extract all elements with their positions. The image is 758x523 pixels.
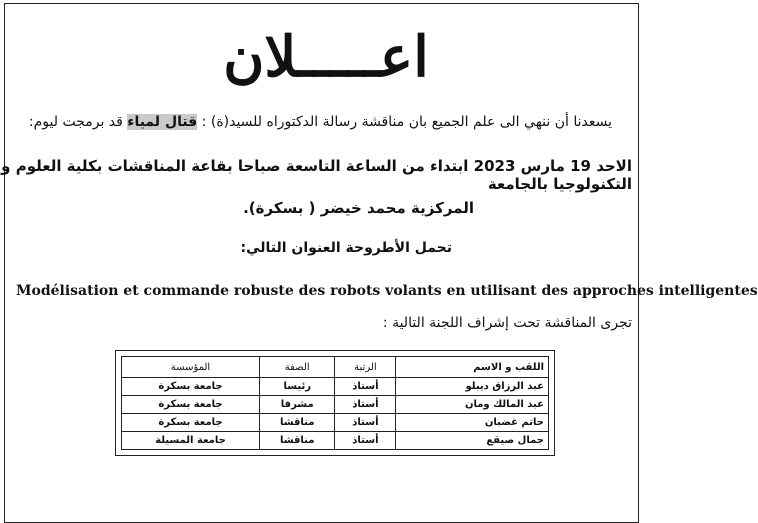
member-institution: جامعة بسكرة: [122, 378, 260, 396]
candidate-name: قتال لمياء: [127, 114, 198, 130]
table-row: [122, 378, 549, 396]
member-rank: أستاذ: [335, 414, 396, 432]
committee-table: [121, 356, 549, 450]
table-row: [122, 432, 549, 450]
intro-text-end: قد برمجت ليوم:: [28, 114, 128, 130]
member-name: حاتم غضبان: [396, 414, 549, 432]
member-institution: جامعة بسكرة: [122, 396, 260, 414]
member-role: مشرفا: [260, 396, 335, 414]
member-role: مناقشا: [260, 414, 335, 432]
member-rank: أستاذ: [335, 432, 396, 450]
member-role: رئيسا: [260, 378, 335, 396]
member-rank: أستاذ: [335, 378, 396, 396]
intro-paragraph: [29, 114, 612, 130]
header-institution: المؤسسة: [122, 357, 260, 378]
intro-text-start: يسعدنا أن ننهي الى علم الجميع بان مناقشة رسالة الدكتوراه للسيد(ة) :: [197, 114, 612, 130]
member-name: جمال صيقع: [396, 432, 549, 450]
member-rank: أستاذ: [335, 396, 396, 414]
university-line: المركزية محمد خيضر ( بسكرة).: [243, 199, 474, 217]
member-role: مناقشا: [260, 432, 335, 450]
member-institution: جامعة المسيلة: [122, 432, 260, 450]
committee-table-frame: [115, 350, 555, 456]
table-header-row: [122, 357, 549, 378]
committee-intro: تجرى المناقشة تحت إشراف اللجنة التالية :: [382, 315, 632, 331]
header-role: الصفة: [260, 357, 335, 378]
announcement-title: اعـــــلان: [223, 24, 429, 90]
member-institution: جامعة بسكرة: [122, 414, 260, 432]
thesis-title: Modélisation et commande robuste des robots volants en utilisant des approches intelligentes: [16, 283, 758, 299]
table-row: [122, 414, 549, 432]
table-row: [122, 396, 549, 414]
member-name: عبد الرزاق ديبلو: [396, 378, 549, 396]
date-location-line: الاحد 19 مارس 2023 ابتداء من الساعة التاسعة صباحا بقاعة المناقشات بكلية العلوم و التكنولوجيا بالجامعة: [1, 157, 632, 193]
thesis-title-label: تحمل الأطروحة العنوان التالي:: [240, 240, 452, 256]
header-rank: الرتبة: [335, 357, 396, 378]
header-name: اللقب و الاسم: [396, 357, 549, 378]
member-name: عبد المالك ومان: [396, 396, 549, 414]
